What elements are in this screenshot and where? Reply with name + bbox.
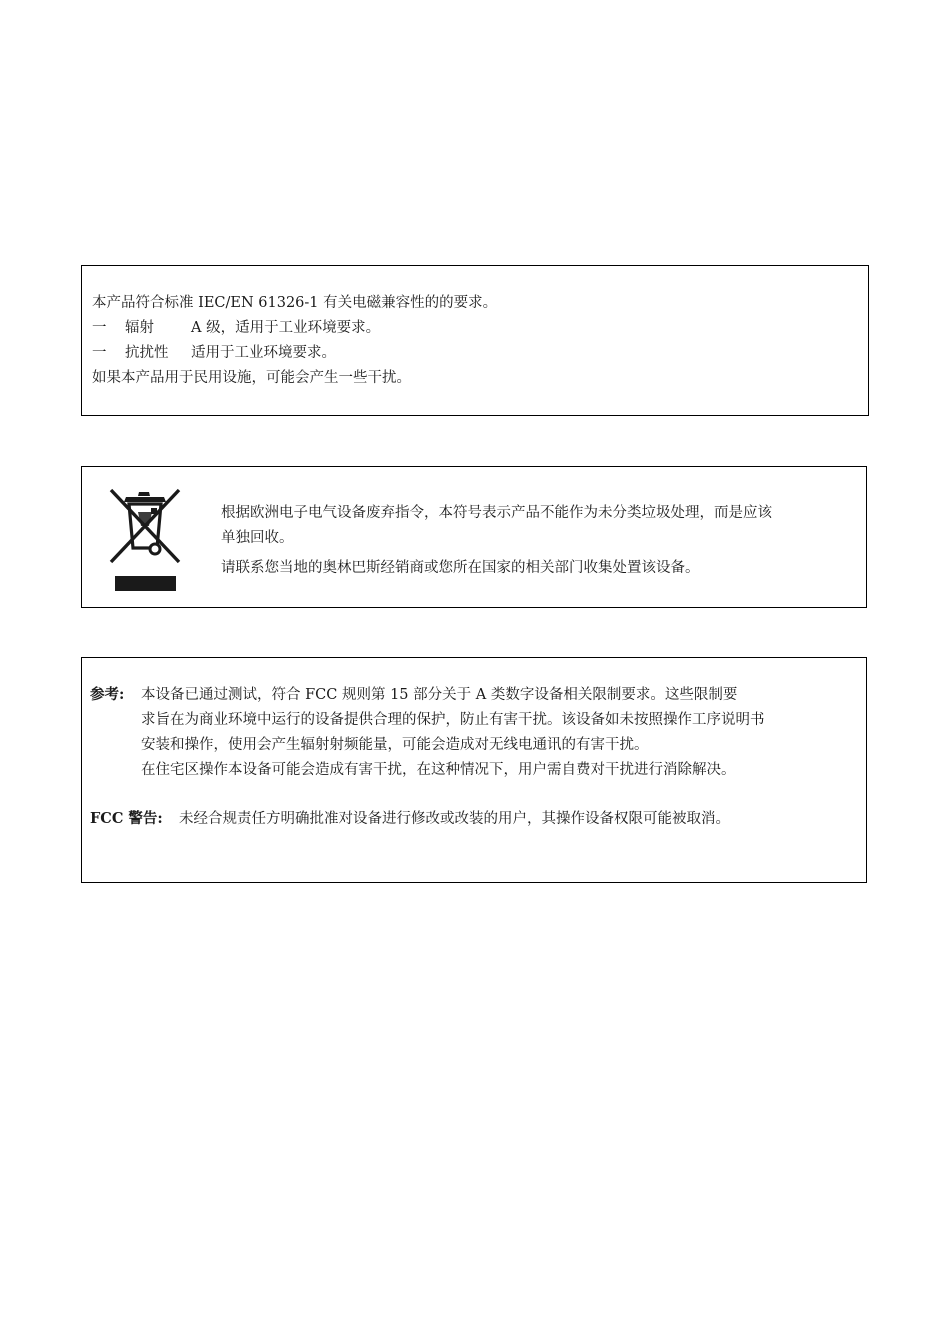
fcc-note-line2: 求旨在为商业环境中运行的设备提供合理的保护，防止有害干扰。该设备如未按照操作工序说明书 bbox=[141, 712, 765, 728]
fcc-warning-text: 未经合规责任方明确批准对设备进行修改或改装的用户，其操作设备权限可能被取消。 bbox=[179, 811, 730, 827]
weee-directive-line2: 单独回收。 bbox=[221, 530, 294, 546]
emc-immunity-label: 抗扰性 bbox=[125, 345, 169, 361]
emc-radiation-text: A 级，适用于工业环境要求。 bbox=[191, 320, 381, 336]
emc-interference-note: 如果本产品用于民用设施，可能会产生一些干扰。 bbox=[92, 370, 411, 386]
emc-standard-statement: 本产品符合标准 IEC/EN 61326-1 有关电磁兼容性的的要求。 bbox=[92, 295, 498, 311]
emc-immunity-dash: 一 bbox=[92, 345, 107, 361]
fcc-note-line4: 在住宅区操作本设备可能会造成有害干扰，在这种情况下，用户需自费对干扰进行消除解决。 bbox=[141, 762, 736, 778]
fcc-warning-label: FCC 警告: bbox=[90, 810, 163, 827]
weee-contact-line: 请联系您当地的奥林巴斯经销商或您所在国家的相关部门收集处置该设备。 bbox=[221, 560, 700, 576]
weee-directive-line1: 根据欧洲电子电气设备废弃指令，本符号表示产品不能作为未分类垃圾处理，而是应该 bbox=[221, 505, 772, 521]
crossed-out-wheelie-bin-icon bbox=[108, 486, 184, 594]
fcc-note-label: 参考: bbox=[90, 686, 125, 703]
emc-radiation-dash: 一 bbox=[92, 320, 107, 336]
fcc-notice-box bbox=[81, 657, 867, 883]
fcc-note-line1: 本设备已通过测试，符合 FCC 规则第 15 部分关于 A 类数字设备相关限制要求。这些限制要 bbox=[141, 687, 738, 703]
emc-compliance-box bbox=[81, 265, 869, 416]
emc-immunity-text: 适用于工业环境要求。 bbox=[191, 345, 336, 361]
fcc-note-line3: 安装和操作，使用会产生辐射射频能量，可能会造成对无线电通讯的有害干扰。 bbox=[141, 737, 649, 753]
emc-radiation-label: 辐射 bbox=[125, 320, 154, 336]
weee-disposal-box bbox=[81, 466, 867, 608]
